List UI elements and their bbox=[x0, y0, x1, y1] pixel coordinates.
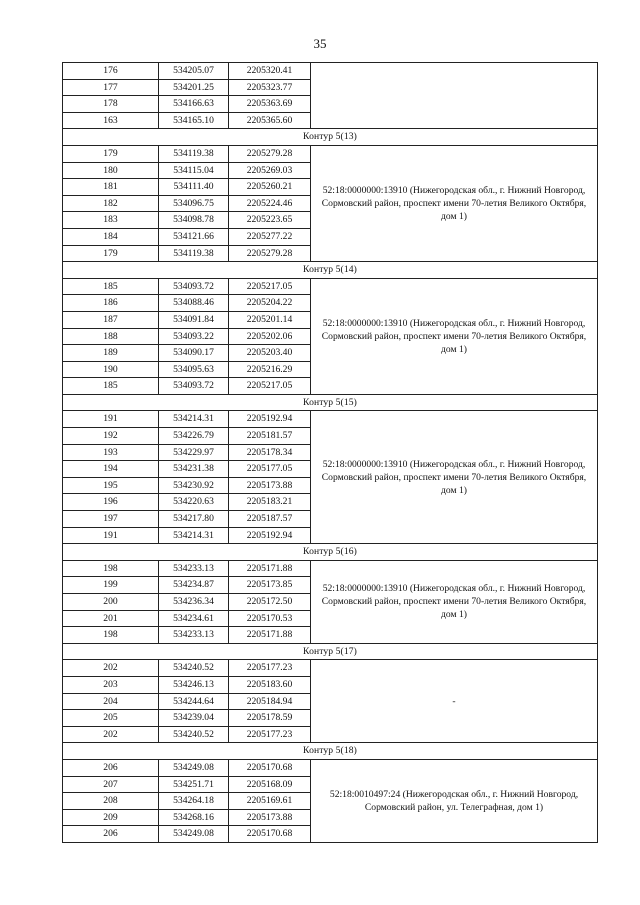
point-number-cell: 163 bbox=[63, 112, 159, 129]
contour-title: Контур 5(17) bbox=[63, 643, 598, 660]
y-coordinate-cell: 2205365.60 bbox=[229, 112, 311, 129]
point-number-cell: 203 bbox=[63, 676, 159, 693]
x-coordinate-cell: 534205.07 bbox=[159, 63, 229, 80]
x-coordinate-cell: 534095.63 bbox=[159, 361, 229, 378]
coordinates-table bbox=[62, 62, 598, 843]
cadastral-description-cell: 52:18:0010497:24 (Нижегородская обл., г. Нижний Новгород, Сормовский район, ул. Телеграфная, дом 1) bbox=[311, 759, 598, 842]
x-coordinate-cell: 534088.46 bbox=[159, 295, 229, 312]
page-number: 35 bbox=[313, 36, 327, 51]
y-coordinate-cell: 2205170.68 bbox=[229, 759, 311, 776]
y-coordinate-cell: 2205181.57 bbox=[229, 428, 311, 445]
x-coordinate-cell: 534217.80 bbox=[159, 511, 229, 528]
point-number-cell: 179 bbox=[63, 245, 159, 262]
y-coordinate-cell: 2205202.06 bbox=[229, 328, 311, 345]
contour-title: Контур 5(18) bbox=[63, 743, 598, 760]
x-coordinate-cell: 534233.13 bbox=[159, 560, 229, 577]
y-coordinate-cell: 2205217.05 bbox=[229, 278, 311, 295]
x-coordinate-cell: 534214.31 bbox=[159, 527, 229, 544]
y-coordinate-cell: 2205201.14 bbox=[229, 311, 311, 328]
table-row bbox=[63, 759, 598, 776]
contour-title: Контур 5(14) bbox=[63, 262, 598, 279]
x-coordinate-cell: 534268.16 bbox=[159, 809, 229, 826]
y-coordinate-cell: 2205171.88 bbox=[229, 560, 311, 577]
x-coordinate-cell: 534090.17 bbox=[159, 345, 229, 362]
x-coordinate-cell: 534220.63 bbox=[159, 494, 229, 511]
point-number-cell: 206 bbox=[63, 759, 159, 776]
point-number-cell: 207 bbox=[63, 776, 159, 793]
point-number-cell: 209 bbox=[63, 809, 159, 826]
point-number-cell: 204 bbox=[63, 693, 159, 710]
y-coordinate-cell: 2205216.29 bbox=[229, 361, 311, 378]
point-number-cell: 205 bbox=[63, 710, 159, 727]
point-number-cell: 180 bbox=[63, 162, 159, 179]
y-coordinate-cell: 2205177.23 bbox=[229, 726, 311, 743]
point-number-cell: 208 bbox=[63, 793, 159, 810]
x-coordinate-cell: 534119.38 bbox=[159, 145, 229, 162]
point-number-cell: 176 bbox=[63, 63, 159, 80]
y-coordinate-cell: 2205204.22 bbox=[229, 295, 311, 312]
table-row bbox=[63, 145, 598, 162]
y-coordinate-cell: 2205269.03 bbox=[229, 162, 311, 179]
point-number-cell: 194 bbox=[63, 461, 159, 478]
cadastral-description-cell: 52:18:0000000:13910 (Нижегородская обл., г. Нижний Новгород, Сормовский район, проспект имени 70-летия Великого Октября, дом 1) bbox=[311, 145, 598, 261]
y-coordinate-cell: 2205277.22 bbox=[229, 228, 311, 245]
table-row bbox=[63, 63, 598, 80]
y-coordinate-cell: 2205173.88 bbox=[229, 477, 311, 494]
x-coordinate-cell: 534234.87 bbox=[159, 577, 229, 594]
y-coordinate-cell: 2205279.28 bbox=[229, 245, 311, 262]
y-coordinate-cell: 2205183.21 bbox=[229, 494, 311, 511]
x-coordinate-cell: 534096.75 bbox=[159, 195, 229, 212]
y-coordinate-cell: 2205173.85 bbox=[229, 577, 311, 594]
point-number-cell: 196 bbox=[63, 494, 159, 511]
contour-header-row bbox=[63, 643, 598, 660]
point-number-cell: 195 bbox=[63, 477, 159, 494]
point-number-cell: 182 bbox=[63, 195, 159, 212]
cadastral-description-cell: 52:18:0000000:13910 (Нижегородская обл., г. Нижний Новгород, Сормовский район, проспект имени 70-летия Великого Октября, дом 1) bbox=[311, 278, 598, 394]
y-coordinate-cell: 2205178.34 bbox=[229, 444, 311, 461]
point-number-cell: 178 bbox=[63, 96, 159, 113]
x-coordinate-cell: 534226.79 bbox=[159, 428, 229, 445]
y-coordinate-cell: 2205320.41 bbox=[229, 63, 311, 80]
y-coordinate-cell: 2205169.61 bbox=[229, 793, 311, 810]
x-coordinate-cell: 534098.78 bbox=[159, 212, 229, 229]
contour-title: Контур 5(13) bbox=[63, 129, 598, 146]
y-coordinate-cell: 2205192.94 bbox=[229, 527, 311, 544]
point-number-cell: 191 bbox=[63, 411, 159, 428]
x-coordinate-cell: 534165.10 bbox=[159, 112, 229, 129]
y-coordinate-cell: 2205203.40 bbox=[229, 345, 311, 362]
x-coordinate-cell: 534244.64 bbox=[159, 693, 229, 710]
x-coordinate-cell: 534249.08 bbox=[159, 826, 229, 843]
contour-header-row bbox=[63, 394, 598, 411]
y-coordinate-cell: 2205363.69 bbox=[229, 96, 311, 113]
y-coordinate-cell: 2205183.60 bbox=[229, 676, 311, 693]
point-number-cell: 190 bbox=[63, 361, 159, 378]
point-number-cell: 185 bbox=[63, 278, 159, 295]
table-row bbox=[63, 411, 598, 428]
x-coordinate-cell: 534093.72 bbox=[159, 378, 229, 395]
x-coordinate-cell: 534229.97 bbox=[159, 444, 229, 461]
y-coordinate-cell: 2205192.94 bbox=[229, 411, 311, 428]
point-number-cell: 177 bbox=[63, 79, 159, 96]
point-number-cell: 179 bbox=[63, 145, 159, 162]
point-number-cell: 199 bbox=[63, 577, 159, 594]
x-coordinate-cell: 534201.25 bbox=[159, 79, 229, 96]
y-coordinate-cell: 2205178.59 bbox=[229, 710, 311, 727]
point-number-cell: 198 bbox=[63, 627, 159, 644]
y-coordinate-cell: 2205170.68 bbox=[229, 826, 311, 843]
y-coordinate-cell: 2205323.77 bbox=[229, 79, 311, 96]
contour-header-row bbox=[63, 129, 598, 146]
contour-title: Контур 5(16) bbox=[63, 544, 598, 561]
x-coordinate-cell: 534246.13 bbox=[159, 676, 229, 693]
y-coordinate-cell: 2205171.88 bbox=[229, 627, 311, 644]
contour-header-row bbox=[63, 743, 598, 760]
point-number-cell: 185 bbox=[63, 378, 159, 395]
point-number-cell: 188 bbox=[63, 328, 159, 345]
table-row bbox=[63, 278, 598, 295]
contour-title: Контур 5(15) bbox=[63, 394, 598, 411]
cadastral-description-cell: 52:18:0000000:13910 (Нижегородская обл., г. Нижний Новгород, Сормовский район, проспект имени 70-летия Великого Октября, дом 1) bbox=[311, 560, 598, 643]
y-coordinate-cell: 2205177.05 bbox=[229, 461, 311, 478]
point-number-cell: 201 bbox=[63, 610, 159, 627]
x-coordinate-cell: 534234.61 bbox=[159, 610, 229, 627]
point-number-cell: 191 bbox=[63, 527, 159, 544]
cadastral-description-cell: - bbox=[311, 660, 598, 743]
x-coordinate-cell: 534119.38 bbox=[159, 245, 229, 262]
x-coordinate-cell: 534240.52 bbox=[159, 660, 229, 677]
point-number-cell: 181 bbox=[63, 179, 159, 196]
table-row bbox=[63, 560, 598, 577]
point-number-cell: 189 bbox=[63, 345, 159, 362]
x-coordinate-cell: 534093.72 bbox=[159, 278, 229, 295]
point-number-cell: 192 bbox=[63, 428, 159, 445]
y-coordinate-cell: 2205223.65 bbox=[229, 212, 311, 229]
x-coordinate-cell: 534249.08 bbox=[159, 759, 229, 776]
y-coordinate-cell: 2205170.53 bbox=[229, 610, 311, 627]
x-coordinate-cell: 534236.34 bbox=[159, 594, 229, 611]
point-number-cell: 206 bbox=[63, 826, 159, 843]
point-number-cell: 197 bbox=[63, 511, 159, 528]
contour-header-row bbox=[63, 262, 598, 279]
y-coordinate-cell: 2205177.23 bbox=[229, 660, 311, 677]
x-coordinate-cell: 534166.63 bbox=[159, 96, 229, 113]
x-coordinate-cell: 534091.84 bbox=[159, 311, 229, 328]
x-coordinate-cell: 534231.38 bbox=[159, 461, 229, 478]
x-coordinate-cell: 534230.92 bbox=[159, 477, 229, 494]
y-coordinate-cell: 2205168.09 bbox=[229, 776, 311, 793]
point-number-cell: 193 bbox=[63, 444, 159, 461]
y-coordinate-cell: 2205173.88 bbox=[229, 809, 311, 826]
x-coordinate-cell: 534233.13 bbox=[159, 627, 229, 644]
cadastral-description-cell bbox=[311, 63, 598, 129]
y-coordinate-cell: 2205260.21 bbox=[229, 179, 311, 196]
point-number-cell: 198 bbox=[63, 560, 159, 577]
x-coordinate-cell: 534239.04 bbox=[159, 710, 229, 727]
x-coordinate-cell: 534251.71 bbox=[159, 776, 229, 793]
point-number-cell: 202 bbox=[63, 726, 159, 743]
y-coordinate-cell: 2205217.05 bbox=[229, 378, 311, 395]
x-coordinate-cell: 534111.40 bbox=[159, 179, 229, 196]
point-number-cell: 200 bbox=[63, 594, 159, 611]
coordinates-table-body bbox=[63, 63, 598, 843]
x-coordinate-cell: 534115.04 bbox=[159, 162, 229, 179]
cadastral-description-cell: 52:18:0000000:13910 (Нижегородская обл., г. Нижний Новгород, Сормовский район, проспект имени 70-летия Великого Октября, дом 1) bbox=[311, 411, 598, 544]
point-number-cell: 186 bbox=[63, 295, 159, 312]
point-number-cell: 184 bbox=[63, 228, 159, 245]
contour-header-row bbox=[63, 544, 598, 561]
point-number-cell: 183 bbox=[63, 212, 159, 229]
y-coordinate-cell: 2205187.57 bbox=[229, 511, 311, 528]
point-number-cell: 202 bbox=[63, 660, 159, 677]
y-coordinate-cell: 2205279.28 bbox=[229, 145, 311, 162]
x-coordinate-cell: 534093.22 bbox=[159, 328, 229, 345]
x-coordinate-cell: 534240.52 bbox=[159, 726, 229, 743]
x-coordinate-cell: 534214.31 bbox=[159, 411, 229, 428]
x-coordinate-cell: 534264.18 bbox=[159, 793, 229, 810]
table-row bbox=[63, 660, 598, 677]
x-coordinate-cell: 534121.66 bbox=[159, 228, 229, 245]
point-number-cell: 187 bbox=[63, 311, 159, 328]
y-coordinate-cell: 2205224.46 bbox=[229, 195, 311, 212]
y-coordinate-cell: 2205184.94 bbox=[229, 693, 311, 710]
y-coordinate-cell: 2205172.50 bbox=[229, 594, 311, 611]
